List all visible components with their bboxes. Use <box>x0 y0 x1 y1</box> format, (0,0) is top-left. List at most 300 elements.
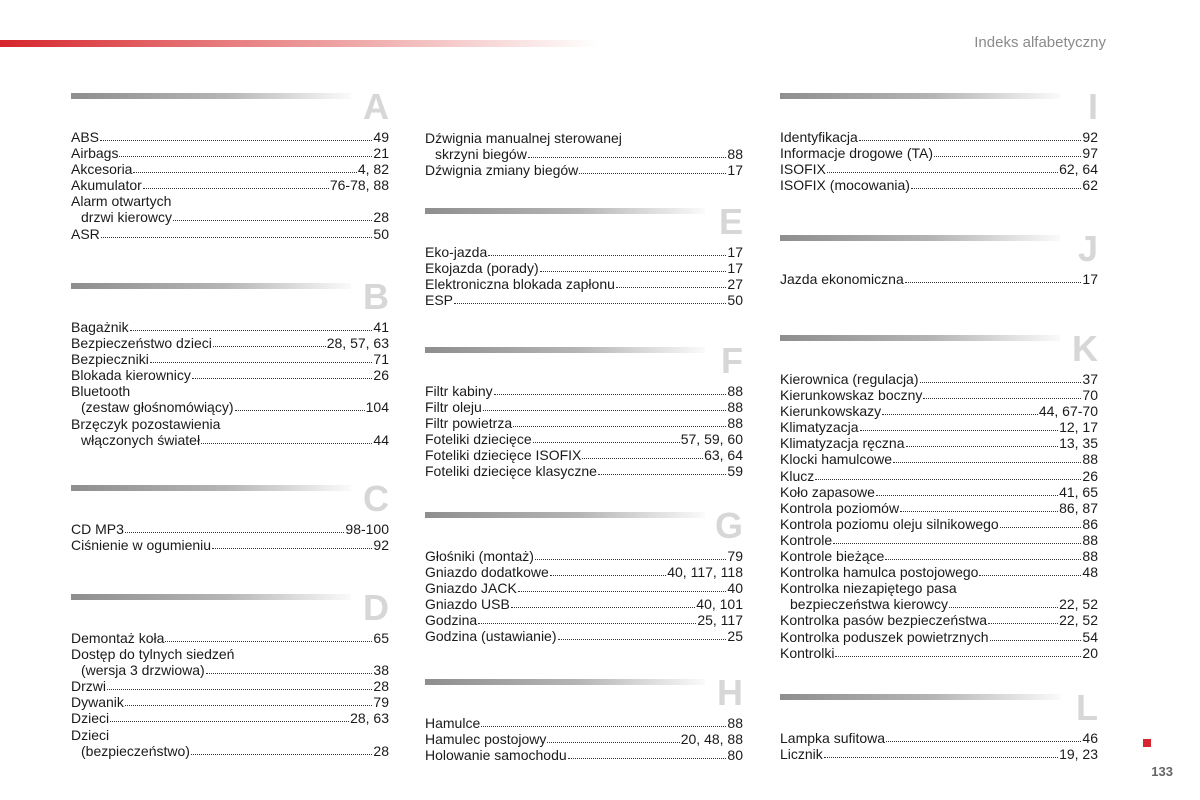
dot-leader <box>454 292 726 304</box>
index-entry <box>780 419 1098 435</box>
dot-leader <box>876 484 1058 496</box>
entry-page-ref: 70 <box>1082 387 1098 404</box>
entry-term: Filtr kabiny <box>425 383 493 399</box>
entry-term: Kontrolka pasów bezpieczeństwa <box>780 612 988 629</box>
entry-term: Bagażnik <box>71 319 129 335</box>
entry-term: Blokada kierownicy <box>71 367 191 384</box>
entry-page-ref: 98-100 <box>345 521 389 537</box>
dot-leader <box>110 710 349 722</box>
index-entries <box>780 129 1098 193</box>
entry-term: Klocki hamulcowe <box>780 451 893 468</box>
entry-page-ref: 17 <box>1082 271 1098 287</box>
entry-page-ref: 20, 48, 88 <box>680 731 743 748</box>
section-divider <box>71 594 351 600</box>
entry-page-ref: 79 <box>727 548 743 564</box>
index-entry <box>780 645 1098 661</box>
dot-leader <box>133 161 356 173</box>
page-marker <box>1143 739 1151 747</box>
entry-page-ref: 88 <box>727 383 743 399</box>
index-entries <box>71 521 389 553</box>
dot-leader <box>568 747 727 759</box>
entry-page-ref: 79 <box>373 694 389 711</box>
index-entry <box>71 710 389 726</box>
index-entry <box>780 484 1098 500</box>
entry-term: drzwi kierowcy <box>81 209 173 226</box>
index-entry <box>71 694 389 710</box>
entry-term: Foteliki dziecięce klasyczne <box>425 463 597 480</box>
index-entry <box>780 145 1098 161</box>
index-entry <box>780 500 1098 516</box>
entry-term: Kontrolka hamulca postojowego <box>780 564 979 581</box>
entry-term: Dźwignia zmiany biegów <box>425 162 579 179</box>
entry-page-ref: 88 <box>727 399 743 416</box>
index-entry <box>780 629 1098 645</box>
index-entry <box>425 596 743 612</box>
entry-term: Holowanie samochodu <box>425 747 567 764</box>
index-entry <box>425 130 743 146</box>
entry-term: Foteliki dziecięce ISOFIX <box>425 447 582 464</box>
index-entry <box>780 451 1098 467</box>
entry-page-ref: 17 <box>727 162 743 179</box>
index-entry <box>71 727 389 743</box>
entry-page-ref: 86, 87 <box>1059 499 1098 516</box>
index-entry <box>71 129 389 145</box>
entry-page-ref: 44, 67-70 <box>1038 403 1098 420</box>
index-entry <box>425 383 743 399</box>
index-entry <box>425 447 743 463</box>
index-entries <box>780 371 1098 661</box>
entry-term: ESP <box>425 292 454 309</box>
entry-term: Kierunkowskaz boczny <box>780 387 923 404</box>
index-entries <box>71 630 389 759</box>
index-entry <box>780 387 1098 403</box>
entry-page-ref: 71 <box>373 351 389 368</box>
index-entry <box>780 435 1098 451</box>
index-entry <box>425 244 743 260</box>
dot-leader <box>893 451 1081 463</box>
entry-page-ref: 92 <box>1082 129 1098 145</box>
index-entry <box>425 564 743 580</box>
entry-term: Jazda ekonomiczna <box>780 271 904 287</box>
dot-leader <box>235 399 365 411</box>
entry-page-ref: 20 <box>1082 644 1098 661</box>
section-letter: B <box>363 276 389 317</box>
entry-page-ref: 28 <box>373 209 389 226</box>
entry-term: (wersja 3 drzwiowa) <box>81 662 205 679</box>
index-entry <box>780 596 1098 612</box>
dot-leader <box>885 548 1081 560</box>
entry-term: Kontrolka niezapiętego pasa <box>780 580 957 597</box>
entry-term: Foteliki dziecięce <box>425 431 532 448</box>
entry-term: Lampka sufitowa <box>780 730 886 746</box>
dot-leader <box>488 244 726 256</box>
index-entry <box>71 399 389 415</box>
entry-page-ref: 76-78, 88 <box>329 177 389 194</box>
entry-term: Filtr powietrza <box>425 415 513 432</box>
entry-page-ref: 28, 57, 63 <box>326 335 389 352</box>
index-entry <box>425 431 743 447</box>
entry-page-ref: 17 <box>727 260 743 277</box>
index-entry <box>425 628 743 644</box>
index-entry <box>71 646 389 662</box>
index-entries <box>71 129 389 242</box>
dot-leader <box>886 730 1081 742</box>
entry-term: Demontaż koła <box>71 630 165 646</box>
entry-term: Dywanik <box>71 694 124 711</box>
entry-term: ISOFIX <box>780 161 826 178</box>
index-entry <box>71 678 389 694</box>
entry-page-ref: 25, 117 <box>697 612 743 629</box>
entry-term: Eko-jazda <box>425 244 488 260</box>
dot-leader <box>923 387 1081 399</box>
entry-page-ref: 50 <box>373 225 389 242</box>
dot-leader <box>143 177 329 189</box>
entry-term: włączonych świateł <box>81 431 201 448</box>
index-entry <box>425 146 743 162</box>
index-entry <box>780 548 1098 564</box>
index-entry <box>71 226 389 242</box>
entry-page-ref: 57, 59, 60 <box>680 431 743 448</box>
entry-term: Kontrola poziomów <box>780 499 900 516</box>
entry-term: Koło zapasowe <box>780 483 875 500</box>
entry-page-ref: 40 <box>727 580 743 597</box>
dot-leader <box>920 371 1082 383</box>
entry-term: Hamulec postojowy <box>425 731 547 748</box>
entry-term: Bezpieczniki <box>71 351 149 368</box>
dot-leader <box>906 435 1059 447</box>
entry-term: Kierunkowskazy <box>780 403 882 420</box>
dot-leader <box>494 383 727 395</box>
dot-leader <box>535 548 727 560</box>
entry-page-ref: 54 <box>1082 628 1098 645</box>
entry-term: ABS <box>71 129 100 145</box>
index-entries <box>425 130 743 178</box>
index-entry <box>425 399 743 415</box>
dot-leader <box>558 628 727 640</box>
entry-term: Klimatyzacja <box>780 419 859 436</box>
entry-page-ref: 4, 82 <box>357 161 389 178</box>
entry-term: Identyfikacja <box>780 129 858 145</box>
entry-page-ref: 25 <box>727 628 743 645</box>
index-entry <box>71 161 389 177</box>
dot-leader <box>911 177 1081 189</box>
entry-term: Gniazdo USB <box>425 596 510 613</box>
section-divider <box>425 208 705 214</box>
index-entry <box>780 580 1098 596</box>
dot-leader <box>835 645 1081 657</box>
index-entry <box>780 177 1098 193</box>
section-divider <box>780 694 1060 700</box>
entry-page-ref: 41, 65 <box>1059 483 1098 500</box>
dot-leader <box>125 694 373 706</box>
entry-term: Akumulator <box>71 177 142 194</box>
entry-term: Informacje drogowe (TA) <box>780 145 934 162</box>
index-entry <box>71 521 389 537</box>
dot-leader <box>827 161 1058 173</box>
section-letter: A <box>363 86 389 127</box>
entry-page-ref: 88 <box>727 715 743 731</box>
index-entry <box>71 335 389 351</box>
section-divider <box>71 485 351 491</box>
dot-leader <box>119 145 372 157</box>
entry-page-ref: 59 <box>727 463 743 480</box>
entry-page-ref: 19, 23 <box>1059 746 1098 763</box>
dot-leader <box>860 419 1058 431</box>
index-entry <box>71 351 389 367</box>
dot-leader <box>824 746 1058 758</box>
entry-term: Dzieci <box>71 710 110 727</box>
section-letter: J <box>1077 228 1098 269</box>
index-entry <box>780 271 1098 287</box>
entry-term: bezpieczeństwa kierowcy <box>790 596 948 613</box>
section-divider <box>71 283 351 289</box>
entry-term: Bezpieczeństwo dzieci <box>71 335 212 352</box>
index-entry <box>780 516 1098 532</box>
header-accent-bar <box>0 40 600 47</box>
dot-leader <box>173 209 372 221</box>
entry-page-ref: 40, 101 <box>696 596 743 613</box>
entry-term: Hamulce <box>425 715 481 731</box>
dot-leader <box>528 146 727 158</box>
index-entry <box>425 731 743 747</box>
index-entry <box>425 415 743 431</box>
section-letter: K <box>1072 328 1098 369</box>
entry-term: Filtr oleju <box>425 399 482 416</box>
section-letter: C <box>363 478 389 519</box>
dot-leader <box>192 367 373 379</box>
entry-term: Dzieci <box>71 726 110 743</box>
entry-term: Gniazdo dodatkowe <box>425 564 549 581</box>
entry-page-ref: 104 <box>365 399 389 416</box>
section-letter: L <box>1076 687 1098 728</box>
entry-page-ref: 40, 117, 118 <box>667 564 743 581</box>
section-divider <box>780 235 1060 241</box>
entry-term: Airbags <box>71 145 119 162</box>
entry-page-ref: 88 <box>1082 548 1098 565</box>
entry-page-ref: 88 <box>727 146 743 163</box>
section-divider <box>780 335 1060 341</box>
index-entries <box>425 383 743 480</box>
index-entry <box>780 746 1098 762</box>
entry-term: ISOFIX (mocowania) <box>780 177 910 194</box>
section-divider <box>425 679 705 685</box>
entry-page-ref: 21 <box>373 145 389 162</box>
entry-page-ref: 38 <box>373 662 389 679</box>
entry-page-ref: 86 <box>1082 515 1098 532</box>
dot-leader <box>1000 516 1082 528</box>
entry-term: Bluetooth <box>71 383 131 400</box>
entry-term: Kontrolki <box>780 644 835 661</box>
dot-leader <box>598 463 726 475</box>
entry-term: Kontrole bieżące <box>780 548 885 565</box>
entry-page-ref: 92 <box>373 537 389 554</box>
entry-term: Godzina <box>425 612 478 629</box>
dot-leader <box>979 564 1081 576</box>
section-divider <box>780 93 1060 99</box>
entry-term: Akcesoria <box>71 161 133 178</box>
dot-leader <box>150 351 373 363</box>
running-head: Indeks alfabetyczny <box>974 34 1106 51</box>
index-entry <box>780 564 1098 580</box>
dot-leader <box>905 271 1082 283</box>
entry-term: Dźwignia manualnej sterowanej <box>425 130 622 146</box>
dot-leader <box>165 630 372 642</box>
entry-term: Godzina (ustawianie) <box>425 628 557 645</box>
entry-term: Klimatyzacja ręczna <box>780 435 905 452</box>
dot-leader <box>988 612 1058 624</box>
index-entry <box>425 747 743 763</box>
dot-leader <box>579 162 726 174</box>
index-entry <box>780 161 1098 177</box>
dot-leader <box>483 399 727 411</box>
index-entry <box>71 177 389 193</box>
dot-leader <box>949 596 1058 608</box>
index-entry <box>71 630 389 646</box>
entry-term: (bezpieczeństwo) <box>81 742 190 759</box>
entry-term: skrzyni biegów <box>435 146 527 163</box>
entry-term: Ciśnienie w ogumieniu <box>71 537 212 554</box>
entry-page-ref: 27 <box>727 276 743 293</box>
entry-term: ASR <box>71 225 100 242</box>
index-entry <box>71 383 389 399</box>
index-entry <box>780 403 1098 419</box>
index-entry <box>780 468 1098 484</box>
index-entry <box>425 715 743 731</box>
dot-leader <box>533 431 680 443</box>
dot-leader <box>213 335 326 347</box>
dot-leader <box>191 743 372 755</box>
index-entry <box>71 209 389 225</box>
dot-leader <box>934 145 1081 157</box>
dot-leader <box>130 319 373 331</box>
entry-page-ref: 22, 52 <box>1059 612 1098 629</box>
dot-leader <box>990 629 1082 641</box>
entry-page-ref: 48 <box>1082 564 1098 581</box>
entry-page-ref: 88 <box>727 415 743 432</box>
entry-page-ref: 13, 35 <box>1059 435 1098 452</box>
entry-page-ref: 88 <box>1082 451 1098 468</box>
dot-leader <box>101 226 373 238</box>
dot-leader <box>107 678 372 690</box>
entry-term: Klucz <box>780 467 815 484</box>
dot-leader <box>513 415 726 427</box>
section-divider <box>71 93 351 99</box>
entry-term: CD MP3 <box>71 521 124 537</box>
index-entry <box>425 548 743 564</box>
index-entry <box>71 193 389 209</box>
dot-leader <box>206 662 373 674</box>
index-entry <box>780 532 1098 548</box>
entry-page-ref: 46 <box>1082 730 1098 746</box>
entry-term: Drzwi <box>71 678 106 695</box>
entry-term: Alarm otwartych <box>71 193 172 210</box>
entry-term: Kontrola poziomu oleju silnikowego <box>780 515 999 532</box>
entry-page-ref: 49 <box>373 129 389 145</box>
index-entry <box>71 432 389 448</box>
dot-leader <box>859 129 1082 141</box>
dot-leader <box>125 521 345 533</box>
entry-page-ref: 26 <box>373 367 389 384</box>
dot-leader <box>201 432 372 444</box>
index-entry <box>71 416 389 432</box>
section-divider <box>425 512 705 518</box>
index-entries <box>425 244 743 308</box>
dot-leader <box>511 596 695 608</box>
index-entry <box>71 319 389 335</box>
dot-leader <box>481 715 726 727</box>
dot-leader <box>212 537 372 549</box>
index-entries <box>780 730 1098 762</box>
index-entries <box>71 319 389 448</box>
index-entry <box>780 730 1098 746</box>
entry-term: Licznik <box>780 746 823 763</box>
entry-term: Ekojazda (porady) <box>425 260 539 277</box>
entry-page-ref: 62, 64 <box>1059 161 1098 178</box>
entry-page-ref: 28, 63 <box>350 710 389 727</box>
index-entry <box>425 612 743 628</box>
index-entry <box>425 260 743 276</box>
entry-page-ref: 63, 64 <box>704 447 743 464</box>
entry-page-ref: 12, 17 <box>1059 419 1098 436</box>
entry-page-ref: 97 <box>1082 145 1098 162</box>
index-entry <box>780 612 1098 628</box>
entry-page-ref: 44 <box>373 431 389 448</box>
index-entries <box>780 271 1098 287</box>
index-entry <box>71 145 389 161</box>
entry-page-ref: 22, 52 <box>1059 596 1098 613</box>
entry-term: Brzęczyk pozostawienia <box>71 415 221 432</box>
dot-leader <box>882 403 1038 415</box>
dot-leader <box>547 731 679 743</box>
section-letter: I <box>1087 86 1098 127</box>
section-letter: G <box>714 505 743 546</box>
index-entry <box>71 662 389 678</box>
section-letter: F <box>721 340 743 381</box>
index-entry <box>425 463 743 479</box>
entry-term: (zestaw głośnomówiący) <box>81 399 234 416</box>
entry-term: Głośniki (montaż) <box>425 548 534 564</box>
entry-page-ref: 88 <box>1082 531 1098 548</box>
index-entry <box>425 276 743 292</box>
index-entries <box>425 548 743 645</box>
entry-term: Kontrole <box>780 531 833 548</box>
page-number: 133 <box>1151 764 1173 779</box>
section-letter: E <box>718 201 743 242</box>
index-entry <box>425 162 743 178</box>
entry-page-ref: 50 <box>727 292 743 309</box>
section-letter: H <box>717 672 743 713</box>
entry-page-ref: 80 <box>727 747 743 764</box>
entry-term: Kierownica (regulacja) <box>780 371 919 387</box>
entry-page-ref: 62 <box>1082 177 1098 194</box>
dot-leader <box>478 612 696 624</box>
entry-page-ref: 28 <box>373 678 389 695</box>
entry-page-ref: 26 <box>1082 467 1098 484</box>
entry-page-ref: 37 <box>1082 371 1098 387</box>
entry-term: Dostęp do tylnych siedzeń <box>71 646 235 663</box>
entry-page-ref: 17 <box>727 244 743 260</box>
entry-page-ref: 65 <box>373 630 389 646</box>
dot-leader <box>815 468 1081 480</box>
index-entry <box>425 292 743 308</box>
dot-leader <box>518 580 727 592</box>
dot-leader <box>900 500 1058 512</box>
entry-page-ref: 41 <box>373 319 389 335</box>
dot-leader <box>616 276 727 288</box>
section-divider <box>425 347 705 353</box>
index-entry <box>780 371 1098 387</box>
index-entry <box>780 129 1098 145</box>
